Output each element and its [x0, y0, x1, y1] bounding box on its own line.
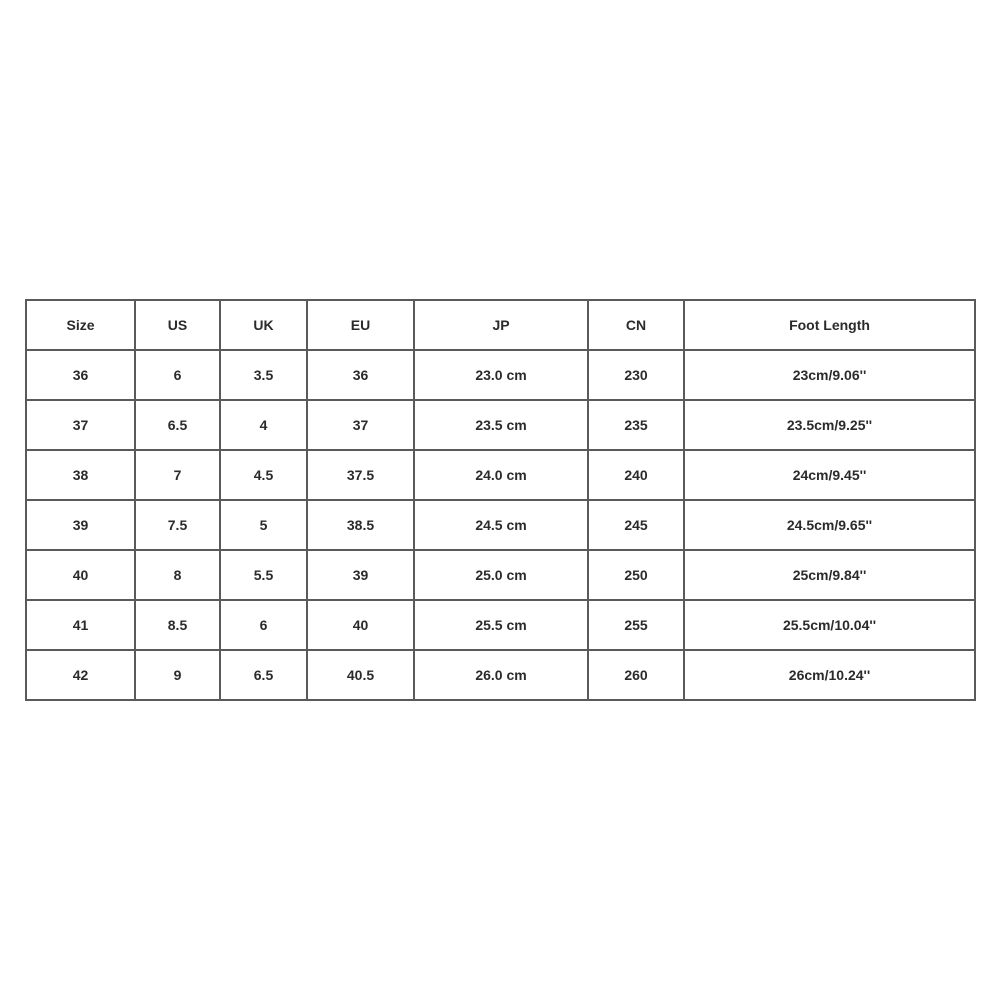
table-row: [26, 600, 975, 650]
cell-uk: 5: [220, 500, 307, 550]
cell-foot-length: 25cm/9.84'': [684, 550, 975, 600]
table-row: [26, 400, 975, 450]
cell-cn: 245: [588, 500, 684, 550]
cell-cn: 240: [588, 450, 684, 500]
table-row: [26, 650, 975, 700]
header-cell-jp: JP: [414, 300, 588, 350]
cell-eu: 37.5: [307, 450, 414, 500]
cell-us: 9: [135, 650, 220, 700]
cell-foot-length: 23cm/9.06'': [684, 350, 975, 400]
size-chart-header: [26, 300, 975, 350]
cell-eu: 37: [307, 400, 414, 450]
cell-uk: 6: [220, 600, 307, 650]
cell-us: 8.5: [135, 600, 220, 650]
table-row: [26, 450, 975, 500]
cell-size: 36: [26, 350, 135, 400]
cell-us: 8: [135, 550, 220, 600]
cell-cn: 250: [588, 550, 684, 600]
table-row: [26, 550, 975, 600]
header-cell-us: US: [135, 300, 220, 350]
size-chart-body: [26, 350, 975, 700]
cell-uk: 4: [220, 400, 307, 450]
cell-foot-length: 23.5cm/9.25'': [684, 400, 975, 450]
cell-size: 41: [26, 600, 135, 650]
cell-uk: 3.5: [220, 350, 307, 400]
cell-eu: 36: [307, 350, 414, 400]
cell-cn: 235: [588, 400, 684, 450]
cell-uk: 4.5: [220, 450, 307, 500]
cell-size: 38: [26, 450, 135, 500]
table-row: [26, 500, 975, 550]
cell-eu: 38.5: [307, 500, 414, 550]
cell-eu: 40: [307, 600, 414, 650]
cell-cn: 260: [588, 650, 684, 700]
cell-uk: 6.5: [220, 650, 307, 700]
cell-cn: 230: [588, 350, 684, 400]
cell-size: 42: [26, 650, 135, 700]
cell-size: 37: [26, 400, 135, 450]
cell-jp: 24.5 cm: [414, 500, 588, 550]
header-cell-foot-length: Foot Length: [684, 300, 975, 350]
cell-us: 7.5: [135, 500, 220, 550]
header-row: [26, 300, 975, 350]
header-cell-uk: UK: [220, 300, 307, 350]
cell-cn: 255: [588, 600, 684, 650]
header-cell-eu: EU: [307, 300, 414, 350]
cell-us: 6: [135, 350, 220, 400]
cell-foot-length: 25.5cm/10.04'': [684, 600, 975, 650]
cell-foot-length: 26cm/10.24'': [684, 650, 975, 700]
cell-uk: 5.5: [220, 550, 307, 600]
cell-us: 7: [135, 450, 220, 500]
cell-foot-length: 24.5cm/9.65'': [684, 500, 975, 550]
cell-us: 6.5: [135, 400, 220, 450]
header-cell-cn: CN: [588, 300, 684, 350]
cell-jp: 25.5 cm: [414, 600, 588, 650]
cell-jp: 23.0 cm: [414, 350, 588, 400]
cell-jp: 26.0 cm: [414, 650, 588, 700]
cell-jp: 24.0 cm: [414, 450, 588, 500]
size-chart-table: [25, 299, 976, 701]
cell-foot-length: 24cm/9.45'': [684, 450, 975, 500]
table-row: [26, 350, 975, 400]
cell-size: 40: [26, 550, 135, 600]
header-cell-size: Size: [26, 300, 135, 350]
cell-size: 39: [26, 500, 135, 550]
cell-jp: 23.5 cm: [414, 400, 588, 450]
cell-eu: 40.5: [307, 650, 414, 700]
cell-eu: 39: [307, 550, 414, 600]
cell-jp: 25.0 cm: [414, 550, 588, 600]
